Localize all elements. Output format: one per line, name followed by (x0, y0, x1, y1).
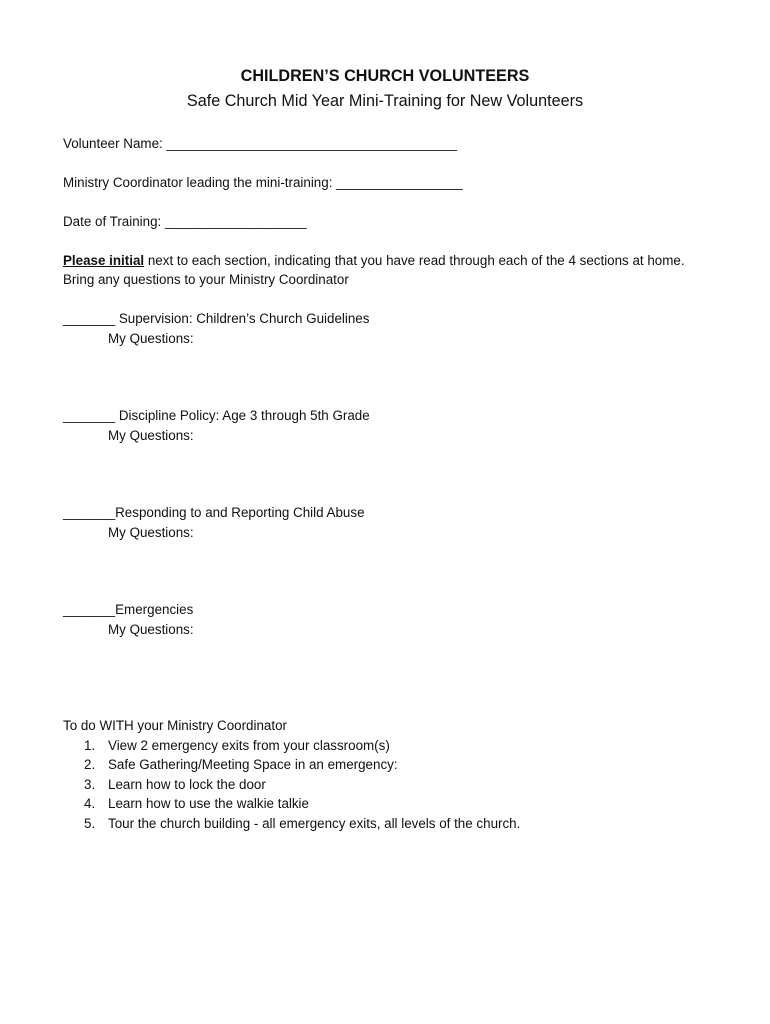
list-number: 4. (84, 796, 96, 811)
section-discipline (63, 406, 370, 445)
my-questions-label: My Questions: (108, 621, 194, 637)
section-line: _______ Supervision: Children’s Church Guidelines (63, 311, 370, 326)
instructions-text: next to each section, indicating that you have read through each of the 4 sections at home. (144, 253, 685, 268)
list-number: 5. (84, 815, 96, 831)
todo-section (63, 716, 520, 833)
date-of-training-field: Date of Training: ___________________ (63, 214, 307, 229)
list-text: Safe Gathering/Meeting Space in an emergency: (108, 757, 398, 772)
todo-heading: To do WITH your Ministry Coordinator (63, 718, 287, 733)
volunteer-name-field: Volunteer Name: _______________________________________ (63, 136, 457, 151)
my-questions-label: My Questions: (108, 524, 194, 540)
section-supervision (63, 309, 369, 348)
instructions-emphasis: Please initial (63, 253, 145, 268)
list-item (63, 814, 520, 834)
list-text: Learn how to lock the door (108, 776, 266, 792)
section-line: _______Responding to and Reporting Child Abuse (63, 505, 365, 520)
list-item (63, 794, 520, 814)
section-line: _______ Discipline Policy: Age 3 through 5th Grade (63, 408, 370, 423)
document-title: CHILDREN’S CHURCH VOLUNTEERS (240, 67, 530, 85)
instructions (63, 251, 685, 271)
section-child-abuse (63, 503, 365, 542)
todo-list (63, 736, 520, 834)
section-emergencies (63, 600, 194, 639)
list-text: View 2 emergency exits from your classroom(s) (108, 737, 390, 753)
my-questions-label: My Questions: (108, 427, 194, 443)
coordinator-field: Ministry Coordinator leading the mini-training: _________________ (63, 175, 463, 190)
list-text: Tour the church building - all emergency exits, all levels of the church. (108, 815, 521, 831)
list-text: Learn how to use the walkie talkie (108, 796, 309, 811)
list-item (63, 775, 520, 795)
section-line: _______Emergencies (63, 602, 194, 617)
list-number: 1. (84, 737, 96, 753)
list-item (63, 736, 520, 756)
list-item (63, 755, 520, 775)
instructions-line-2: Bring any questions to your Ministry Coordinator (63, 272, 349, 287)
document-subtitle: Safe Church Mid Year Mini-Training for New Volunteers (186, 92, 584, 110)
list-number: 2. (84, 757, 96, 772)
list-number: 3. (84, 776, 96, 792)
my-questions-label: My Questions: (108, 330, 194, 346)
